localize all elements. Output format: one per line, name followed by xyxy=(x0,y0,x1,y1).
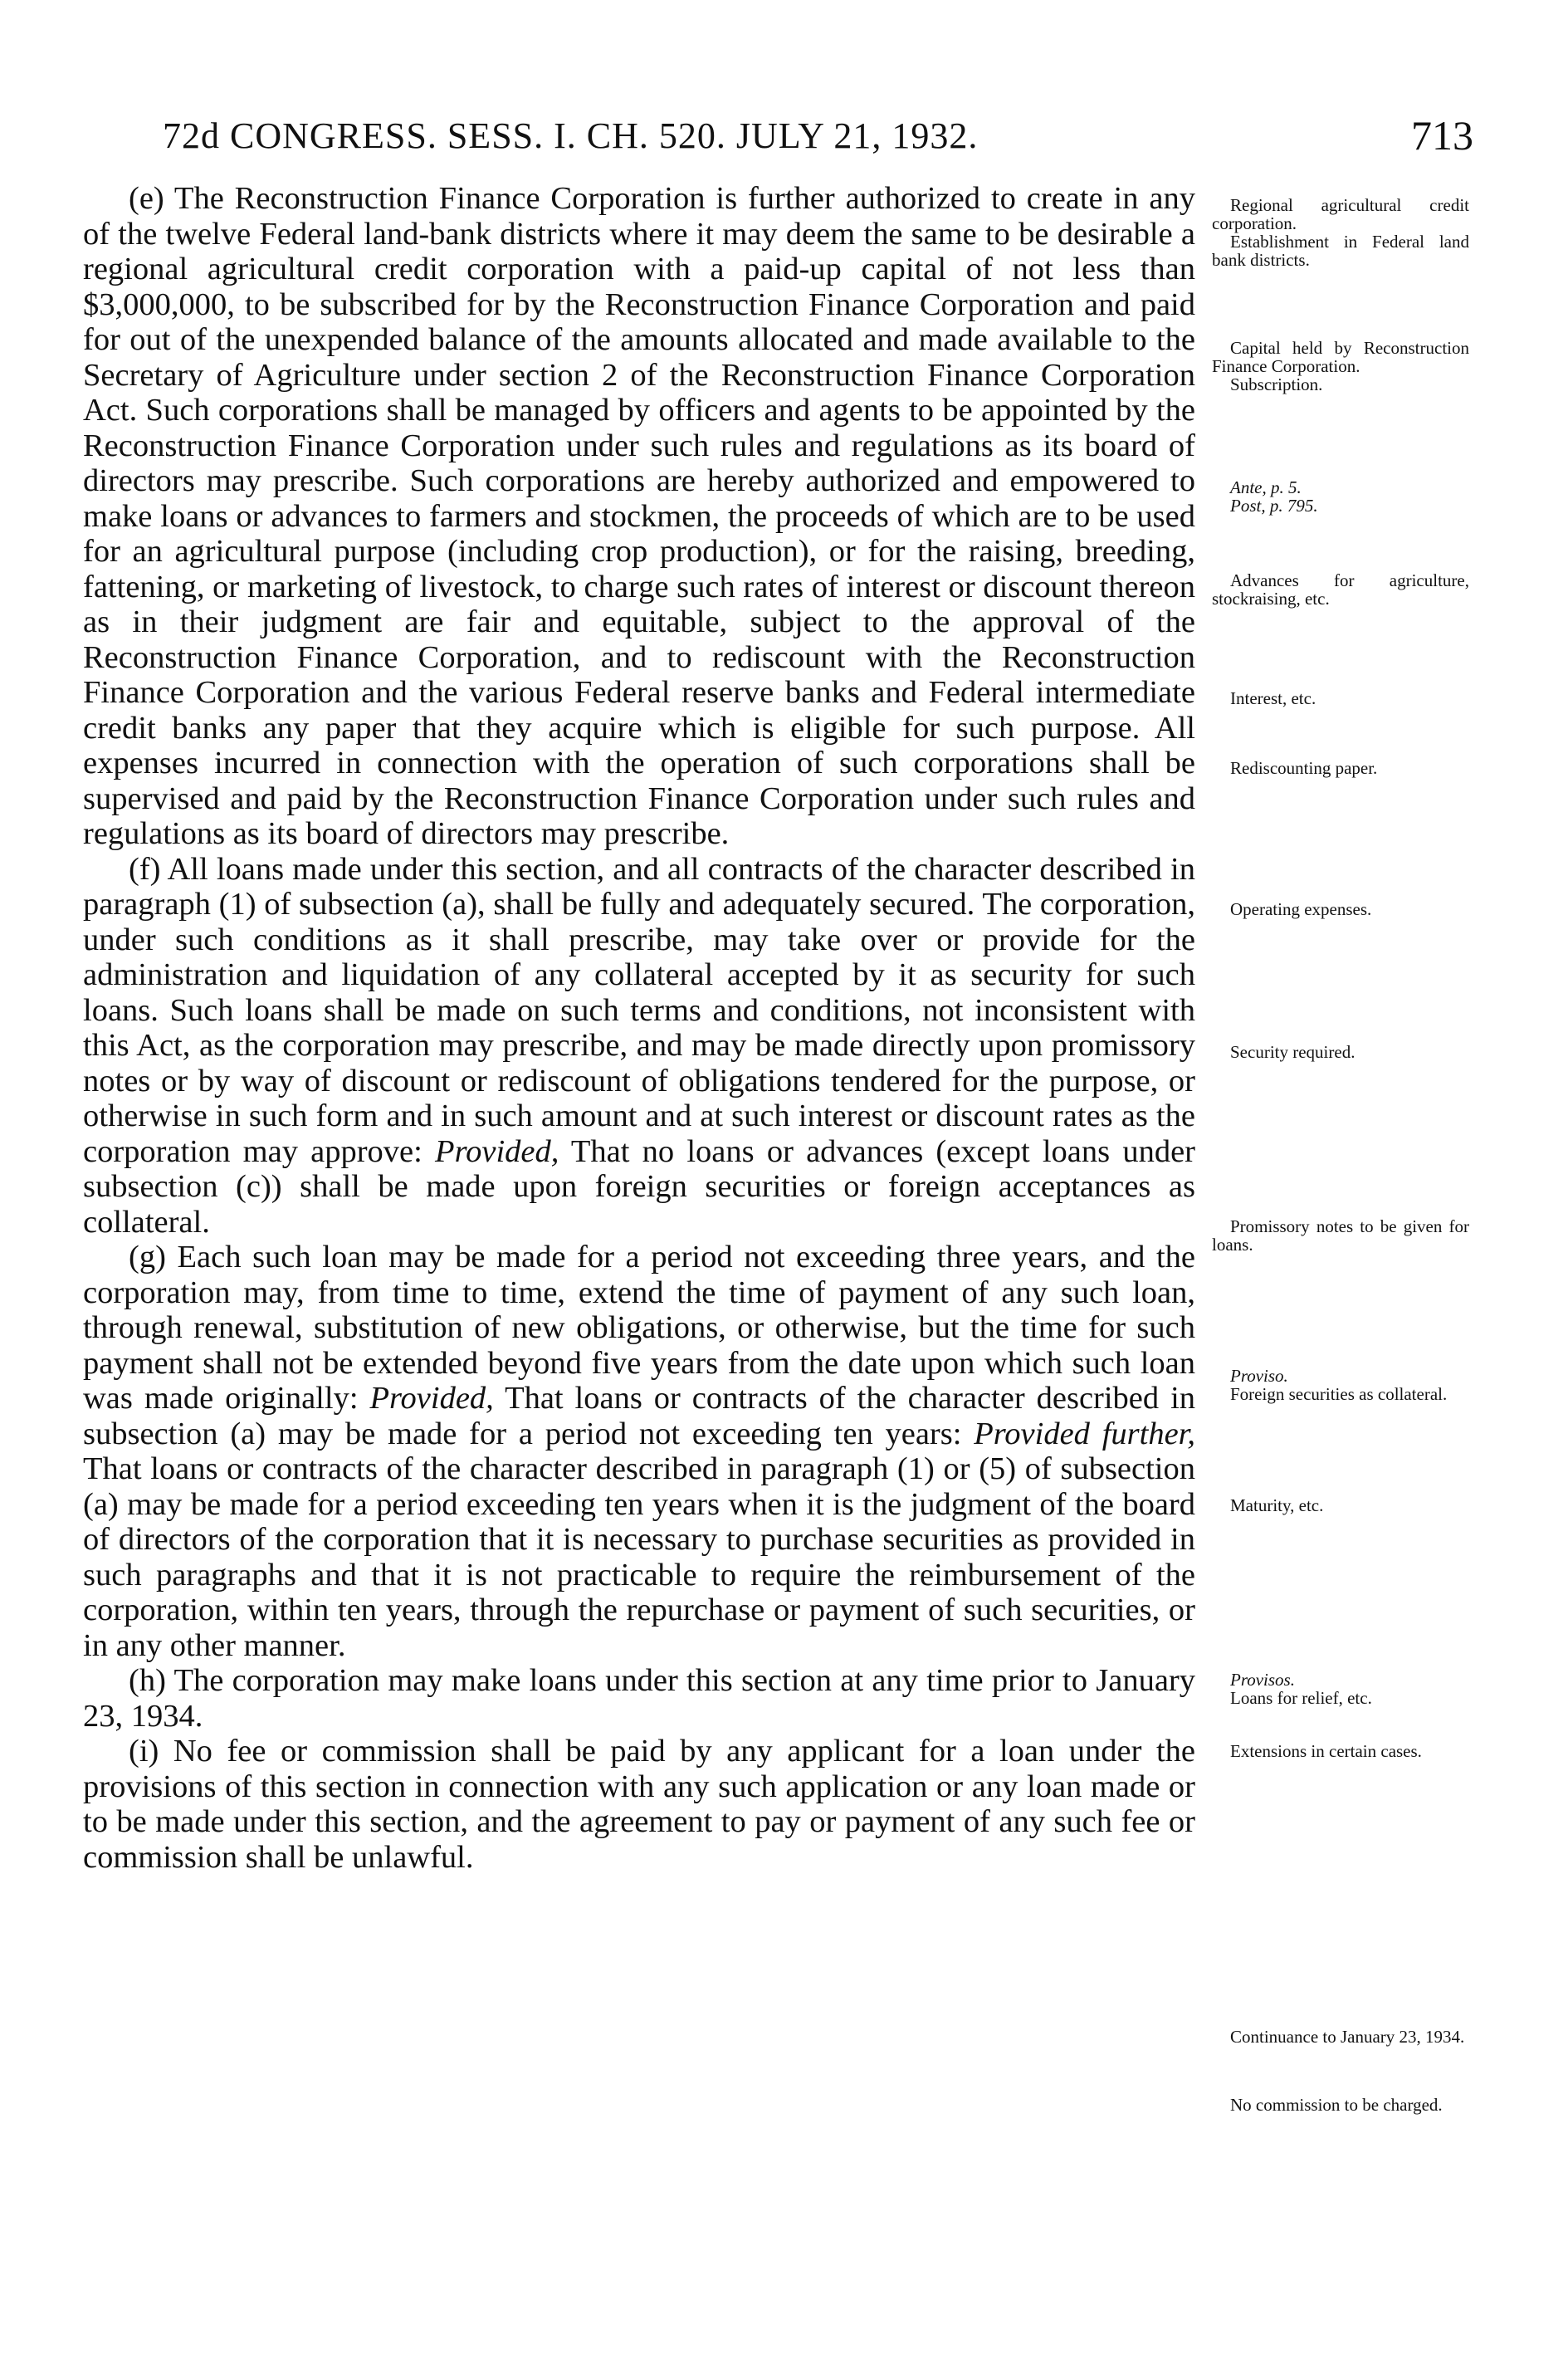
margin-note-interest xyxy=(1212,689,1469,707)
margin-note-maturity xyxy=(1212,1496,1469,1514)
paragraph-g-text-1: (g) Each such loan may be made for a period not exceeding three years, and the corporation may, from time to time, extend the time of payment of any such loan, through renewal, substitution of new obligations, or otherwise, but the time for such payment shall not be extended beyond five years from the date upon which such loan was made originally: xyxy=(83,1240,1195,1416)
margin-note-provisos xyxy=(1212,1671,1469,1707)
margin-note-extensions xyxy=(1212,1742,1469,1760)
margin-note-no-commission-text: No commission to be charged. xyxy=(1230,2095,1443,2115)
margin-note-proviso-text: Proviso. xyxy=(1230,1366,1288,1386)
margin-note-promissory-text: Promissory notes to be given for loans. xyxy=(1212,1216,1469,1255)
paragraph-i: (i) No fee or commission shall be paid by any applicant for a loan under the provisions of this section in connection with any such application or any loan made or to be made under this section, and the agreement to pay or payment of any such fee or commission shall be unlawful. xyxy=(83,1734,1195,1875)
paragraph-g-text-2: That loans or contracts of the character described in subsection (a) may be made for a period not exceeding ten years: xyxy=(83,1381,1196,1451)
paragraph-f-text-1: (f) All loans made under this section, and all contracts of the character described in paragraph (1) of subsection (a), shall be fully and adequately secured. The corporation, under such conditions as it shall prescribe, may take over or provide for the administration and liquidation of any collateral accepted by it as security for such loans. Such loans shall be made on such terms and conditions, not inconsistent with this Act, as the corporation may prescribe, and may be made directly upon promissory notes or by way of discount or rediscount of obligations tendered for the purpose, or otherwise in such form and in such amount and at such interest or discount rates as the corporation may approve: xyxy=(83,851,1195,1169)
margin-note-continuance-text: Continuance to January 23, 1934. xyxy=(1230,2027,1465,2047)
page-number: 713 xyxy=(1411,112,1473,159)
margin-note-continuance xyxy=(1212,2028,1469,2046)
paragraph-e: (e) The Reconstruction Finance Corporation is further authorized to create in any of the twelve Federal land-bank districts where it may deem the same to be desirable a regional agricultural credit corporation with a paid-up capital of not less than $3,000,000, to be subscribed for by the Reconstruction Finance Corporation and paid for out of the unexpended balance of the amounts allocated and made available to the Secretary of Agriculture under section 2 of the Reconstruction Finance Corporation Act. Such corporations shall be managed by officers and agents to be appointed by the Reconstruction Finance Corporation under such rules and regulations as its board of directors may prescribe. Such corporations are hereby authorized and empowered to make loans or advances to farmers and stockmen, the proceeds of which are to be used for an agricultural purpose (including crop production), or for the raising, breeding, fattening, or marketing of livestock, to charge such rates of interest or discount thereon as in their judgment are fair and equitable, subject to the approval of the Reconstruction Finance Corporation, and to rediscount with the Reconstruction Finance Corporation and the various Federal reserve banks and Federal intermediate credit banks any paper that they acquire which is eligible for such purpose. All expenses incurred in connection with the operation of such corporations shall be supervised and paid by the Reconstruction Finance Corporation under such rules and regulations as its board of directors may prescribe. xyxy=(83,181,1195,851)
paragraph-f-text-2: That no loans or advances (except loans under subsection (c)) shall be made upon foreign securities or foreign acceptances as collateral. xyxy=(83,1133,1195,1240)
margin-note-regional xyxy=(1212,196,1469,269)
margin-note-operating xyxy=(1212,900,1469,918)
paragraph-g xyxy=(83,1240,1195,1663)
margin-note-operating-text: Operating expenses. xyxy=(1230,899,1372,919)
margin-note-foreign-text: Foreign securities as collateral. xyxy=(1230,1384,1448,1404)
paragraph-f-proviso: Provided, xyxy=(435,1133,559,1169)
margin-note-capital-text: Capital held by Reconstruction Finance Corporation. xyxy=(1212,338,1469,376)
margin-note-security-text: Security required. xyxy=(1230,1042,1356,1062)
margin-note-references xyxy=(1212,478,1469,515)
margin-note-loans-relief-text: Loans for relief, etc. xyxy=(1230,1688,1372,1708)
margin-note-ante-text: Ante, p. 5. xyxy=(1230,477,1302,497)
margin-note-establishment-text: Establishment in Federal land bank districts. xyxy=(1212,232,1469,270)
margin-note-regional-text: Regional agricultural credit corporation. xyxy=(1212,195,1469,233)
margin-note-interest-text: Interest, etc. xyxy=(1230,688,1316,708)
margin-note-maturity-text: Maturity, etc. xyxy=(1230,1495,1324,1515)
margin-note-capital xyxy=(1212,339,1469,394)
margin-note-rediscounting xyxy=(1212,759,1469,777)
paragraph-f xyxy=(83,852,1195,1240)
margin-note-post-text: Post, p. 795. xyxy=(1230,496,1318,516)
margin-note-promissory xyxy=(1212,1217,1469,1254)
margin-note-extensions-text: Extensions in certain cases. xyxy=(1230,1741,1422,1761)
margin-note-security xyxy=(1212,1043,1469,1061)
paragraph-g-proviso-2: Provided further, xyxy=(974,1416,1196,1451)
margin-note-rediscounting-text: Rediscounting paper. xyxy=(1230,758,1378,778)
margin-note-advances xyxy=(1212,571,1469,608)
running-head: 72d CONGRESS. SESS. I. CH. 520. JULY 21, 1932. xyxy=(163,115,979,156)
body-text xyxy=(83,181,1195,1875)
margin-note-no-commission xyxy=(1212,2096,1469,2114)
paragraph-g-proviso-1: Provided, xyxy=(369,1381,494,1416)
paragraph-g-text-3: That loans or contracts of the character described in paragraph (1) or (5) of subsection (a) may be made for a period exceeding ten years when it is the judgment of the board of directors of the corporation that it is necessary to purchase securities as provided in such paragraphs and that it is not practicable to require the reimbursement of the corporation, within ten years, through the repurchase or payment of such securities, or in any other manner. xyxy=(83,1451,1195,1663)
margin-note-subscription-text: Subscription. xyxy=(1230,374,1323,394)
margin-note-provisos-text: Provisos. xyxy=(1230,1670,1295,1690)
margin-note-advances-text: Advances for agriculture, stockraising, etc. xyxy=(1212,570,1469,609)
paragraph-h: (h) The corporation may make loans under this section at any time prior to January 23, 1934. xyxy=(83,1663,1195,1734)
margin-note-proviso xyxy=(1212,1367,1469,1403)
